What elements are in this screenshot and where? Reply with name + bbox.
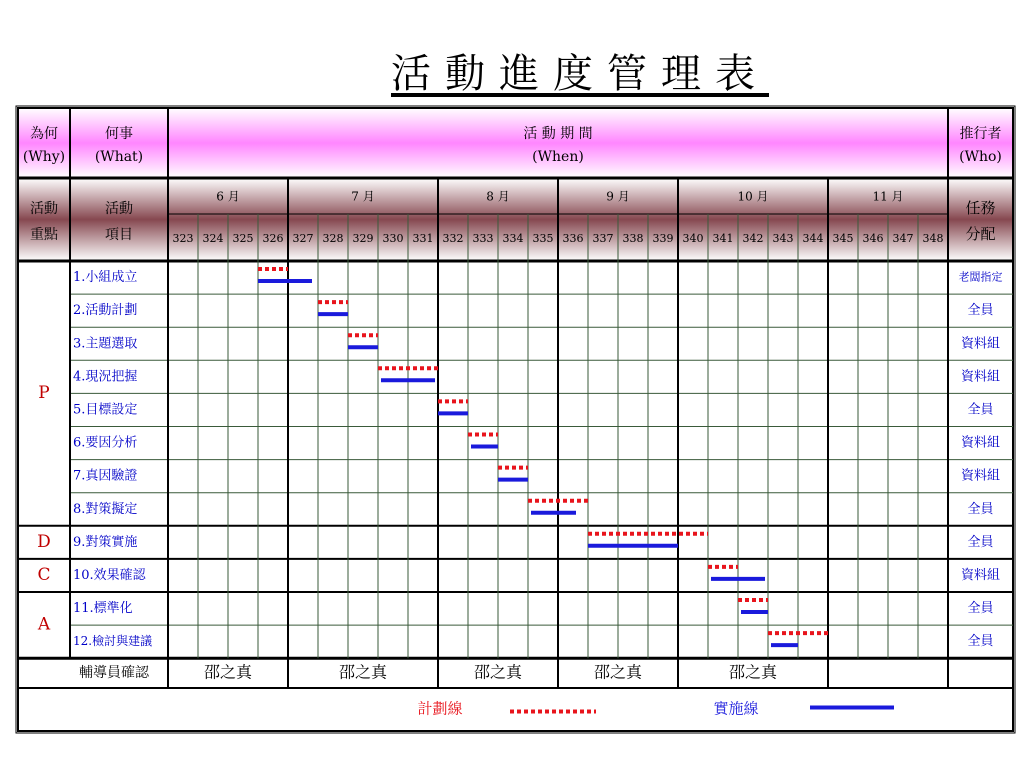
week-label: 345 [832, 232, 854, 245]
who-header-bg [948, 108, 1013, 178]
phase-label: C [37, 564, 51, 585]
why-header-en: (Why) [22, 149, 66, 165]
page-title: 活動進度管理表 [391, 51, 769, 97]
week-label: 323 [172, 232, 194, 245]
week-label: 340 [682, 232, 704, 245]
phase-label: P [38, 382, 50, 403]
month-label: 6 月 [216, 189, 240, 204]
week-label: 338 [622, 232, 644, 245]
week-label: 327 [292, 232, 314, 245]
task-label: 4.現況把握 [73, 369, 138, 385]
task-label: 1.小組成立 [73, 270, 138, 286]
when-header-bg [168, 108, 948, 178]
week-label: 339 [652, 232, 674, 245]
who-header: 推行者 [959, 126, 1002, 142]
item-header: 項目 [105, 227, 133, 243]
who-header-en: (Who) [959, 149, 1002, 165]
task-label: 5.目標設定 [73, 402, 138, 418]
month-label: 10 月 [737, 189, 769, 204]
task-owner: 資料組 [960, 336, 1001, 352]
week-label: 325 [232, 232, 254, 245]
week-label: 329 [352, 232, 374, 245]
task-owner: 資料組 [960, 369, 1001, 385]
task-label: 8.對策擬定 [73, 501, 138, 517]
week-label: 326 [262, 232, 284, 245]
task-owner: 全員 [967, 634, 994, 650]
week-label: 347 [892, 232, 914, 245]
signature: 邵之真 [203, 662, 253, 682]
what-header: 何事 [105, 126, 133, 142]
signature: 邵之真 [473, 662, 523, 682]
task-owner: 全員 [967, 402, 994, 418]
what-header-en: (What) [94, 149, 144, 165]
month-label: 8 月 [486, 189, 510, 204]
task-owner: 全員 [967, 303, 994, 319]
assign-header: 任務 [965, 199, 996, 217]
signature: 邵之真 [728, 662, 778, 682]
week-label: 324 [202, 232, 224, 245]
phase-label: A [37, 614, 51, 635]
task-owner: 資料組 [960, 435, 1001, 451]
confirm-label: 輔導員確認 [79, 665, 149, 682]
task-label: 3.主題選取 [73, 336, 138, 352]
legend-plan-label: 計劃線 [417, 699, 463, 718]
task-owner: 全員 [967, 601, 994, 617]
week-label: 328 [322, 232, 344, 245]
task-label: 7.真因驗證 [73, 468, 138, 484]
week-label: 335 [532, 232, 554, 245]
week-label: 331 [412, 232, 434, 245]
week-label: 346 [862, 232, 884, 245]
week-label: 334 [502, 232, 524, 245]
month-label: 9 月 [606, 189, 630, 204]
focus-header: 重點 [30, 227, 58, 243]
item-header: 活動 [105, 201, 133, 217]
week-label: 336 [562, 232, 584, 245]
week-label: 344 [802, 232, 824, 245]
task-owner: 全員 [967, 501, 994, 517]
assign-header: 分配 [965, 225, 996, 243]
task-label: 10.效果確認 [73, 567, 146, 583]
week-label: 330 [382, 232, 404, 245]
legend-actual-label: 實施線 [713, 699, 759, 718]
task-label: 6.要因分析 [73, 435, 138, 451]
task-owner: 資料組 [960, 567, 1001, 583]
why-header: 為何 [30, 126, 58, 142]
week-label: 332 [442, 232, 464, 245]
week-label: 341 [712, 232, 734, 245]
task-label: 12.檢討與建議 [73, 634, 153, 649]
focus-item-header-bg [18, 178, 168, 261]
phase-label: D [37, 531, 51, 552]
task-owner: 全員 [967, 534, 994, 550]
month-label: 7 月 [351, 189, 375, 204]
task-label: 11.標準化 [73, 601, 133, 617]
week-label: 333 [472, 232, 494, 245]
signature: 邵之真 [593, 662, 643, 682]
week-label: 337 [592, 232, 614, 245]
assign-header-bg [948, 178, 1013, 261]
focus-header: 活動 [30, 201, 58, 217]
week-label: 348 [922, 232, 944, 245]
task-owner: 老闆指定 [958, 270, 1003, 284]
month-label: 11 月 [872, 189, 904, 204]
week-label: 342 [742, 232, 764, 245]
task-label: 2.活動計劃 [73, 303, 138, 319]
when-header-en: (When) [532, 149, 584, 165]
week-label: 343 [772, 232, 794, 245]
task-owner: 資料組 [960, 468, 1001, 484]
signature: 邵之真 [338, 662, 388, 682]
why-what-header-bg [18, 108, 168, 178]
task-label: 9.對策實施 [73, 534, 138, 550]
when-header: 活 動 期 間 [523, 126, 593, 142]
